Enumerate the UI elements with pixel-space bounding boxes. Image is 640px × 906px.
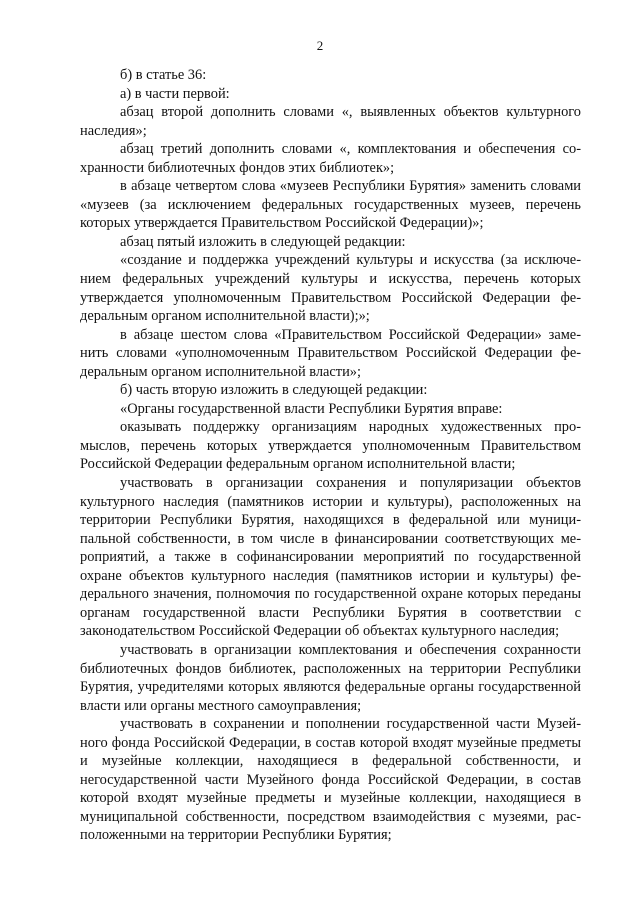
paragraph: оказывать поддержку организациям народных художественных промыслов, перечень которых утверждается уполномоченным Правительством Российской Федерации федеральным органом исполнительной власти; <box>80 419 581 473</box>
paragraph: «Органы государственной власти Республики Бурятия вправе: <box>120 400 503 417</box>
document-body <box>80 66 581 845</box>
paragraph: абзац третий дополнить словами «, комплектования и обеспечения сохранности библиотечных фондов этих библиотек»; <box>80 141 581 176</box>
paragraph: б) часть вторую изложить в следующей редакции: <box>120 382 428 399</box>
page-number: 2 <box>316 38 324 53</box>
paragraph: а) в части первой: <box>120 85 230 102</box>
paragraph: в абзаце четвертом слова «музеев Республики Бурятия» заменить словами «музеев (за исключением федеральных государственных музеев, перечень которых утверждается Правительством Российской Федерации)»; <box>80 178 581 232</box>
paragraph: «создание и поддержка учреждений культуры и искусства (за исключением федеральных учреждений культуры и искусства, перечень которых утверждается уполномоченным Правительством Российской Федерации федеральным органом исполнительной власти);»; <box>80 252 581 325</box>
paragraph: в абзаце шестом слова «Правительством Российской Федерации» заменить словами «уполномоченным Правительством Российской Федерации федеральным органом исполнительной власти»; <box>80 326 581 380</box>
paragraph: участвовать в сохранении и пополнении государственной части Музейного фонда Российской Федерации, в состав которой входят музейные предметы и музейные коллекции, находящиеся в федеральной собственности, и негосударственной части Музейного фонда Российской Федерации, в состав которой входят музейные предметы и музейные коллекции, находящиеся в муниципальной собственности, посредством взаимодействия с музеями, расположенными на территории Республики Бурятия; <box>80 716 581 844</box>
paragraph: абзац пятый изложить в следующей редакции: <box>120 233 406 250</box>
paragraph: б) в статье 36: <box>120 67 207 83</box>
paragraph: абзац второй дополнить словами «, выявленных объектов культурного наследия»; <box>80 104 581 139</box>
paragraph: участвовать в организации сохранения и популяризации объектов культурного наследия (памятников истории и культуры), расположенных на территории Республики Бурятия, находящихся в федеральной или муниципальной собственности, в том числе в финансировании соответствующих мероприятий, а также в софинансировании мероприятий по государственной охране объектов культурного наследия (памятников истории и культуры) федерального значения, полномочия по государственной охране которых переданы органам государственной власти Республики Бурятия в соответствии с законодательством Российской Федерации об объектах культурного наследия; <box>80 475 581 640</box>
paragraph: участвовать в организации комплектования и обеспечения сохранности библиотечных фондов библиотек, расположенных на территории Республики Бурятия, учредителями которых являются федеральные органы государственной власти или органы местного самоуправления; <box>80 641 581 714</box>
